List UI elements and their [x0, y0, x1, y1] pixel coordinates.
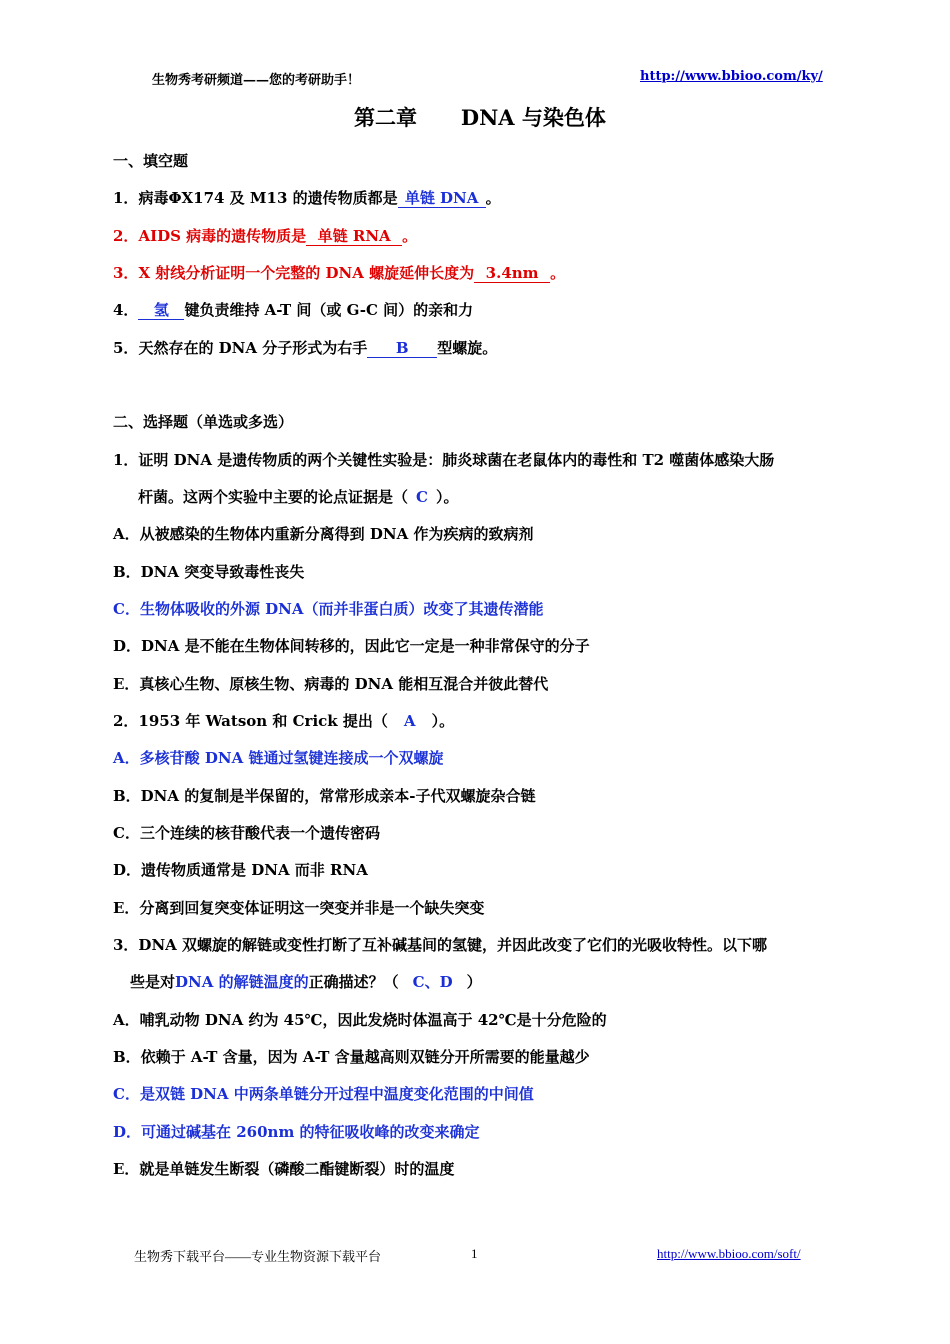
choice-question-1-line2 — [138, 486, 458, 507]
fill-question-4 — [113, 299, 473, 320]
question-number: 3． — [113, 264, 139, 282]
q2-option-e: E．分离到回复突变体证明这一突变并非是一个缺失突变 — [113, 899, 485, 917]
choice-question-3-line2 — [130, 971, 482, 992]
question-number: 2． — [113, 227, 139, 245]
fill-question-5 — [113, 337, 497, 358]
question-text: X 射线分析证明一个完整的 DNA 螺旋延伸长度为 — [138, 264, 475, 282]
question-text-end: 型螺旋。 — [437, 339, 498, 357]
question-text: 2．1953 年 Watson 和 Crick 提出（ — [113, 712, 388, 730]
q1-option-a: A．从被感染的生物体内重新分离得到 DNA 作为疾病的致病剂 — [113, 525, 534, 543]
question-text: 天然存在的 DNA 分子形式为右手 — [138, 339, 368, 357]
q1-option-e: E．真核心生物、原核生物、病毒的 DNA 能相互混合并彼此替代 — [113, 675, 549, 693]
q2-option-d: D．遗传物质通常是 DNA 而非 RNA — [113, 861, 368, 879]
q3-option-c: C．是双链 DNA 中两条单链分开过程中温度变化范围的中间值 — [113, 1085, 534, 1103]
question-text-end: 。 — [485, 189, 501, 207]
answer-blank: 单链 RNA — [306, 228, 402, 246]
section-heading-fill: 一、填空题 — [113, 152, 189, 170]
footer-link[interactable]: http://www.bbioo.com/soft/ — [657, 1246, 801, 1261]
question-number: 5． — [113, 339, 139, 357]
q3-option-b: B．依赖于 A-T 含量，因为 A-T 含量越高则双链分开所需要的能量越少 — [113, 1048, 590, 1066]
q3-option-a: A．哺乳动物 DNA 约为 45℃，因此发烧时体温高于 42℃是十分危险的 — [113, 1011, 607, 1029]
question-text: 病毒ΦX174 及 M13 的遗传物质都是 — [138, 189, 398, 207]
question-text-end: ）。 — [431, 712, 455, 730]
question-text: 杆菌。这两个实验中主要的论点证据是（ — [138, 488, 409, 506]
choice-question-1-line1: 1．证明 DNA 是遗传物质的两个关键性实验是：肺炎球菌在老鼠体内的毒性和 T2 噬菌体感染大肠 — [113, 451, 775, 469]
q1-option-d: D．DNA 是不能在生物体间转移的，因此它一定是一种非常保守的分子 — [113, 637, 590, 655]
q2-option-a: A．多核苷酸 DNA 链通过氢键连接成一个双螺旋 — [113, 749, 444, 767]
footer-left-text: 生物秀下载平台——专业生物资源下载平台 — [134, 1249, 382, 1264]
question-text-end: 。 — [550, 264, 566, 282]
page-number: 1 — [471, 1246, 478, 1261]
section-heading-choice: 二、选择题（单选或多选） — [113, 413, 294, 431]
q3-option-d: D．可通过碱基在 260nm 的特征吸收峰的改变来确定 — [113, 1123, 480, 1141]
answer-blank: 3.4nm — [474, 265, 550, 283]
question-number: 1． — [113, 189, 139, 207]
answer-text: C — [416, 488, 428, 506]
choice-question-2 — [113, 710, 454, 731]
answer-blank: 氢 — [138, 302, 184, 320]
question-text-mid: 正确描述？（ — [308, 973, 399, 991]
question-text: 些是对 — [130, 973, 176, 991]
answer-blank: B — [367, 340, 437, 358]
question-text: 键负责维持 A-T 间（或 G-C 间）的亲和力 — [184, 301, 474, 319]
question-text-highlight: DNA 的解链温度的 — [175, 973, 309, 991]
q1-option-c: C．生物体吸收的外源 DNA（而并非蛋白质）改变了其遗传潜能 — [113, 600, 544, 618]
header-link[interactable]: http://www.bbioo.com/ky/ — [640, 69, 823, 84]
fill-question-2 — [113, 225, 417, 246]
question-text-end: ） — [466, 973, 482, 991]
fill-question-1 — [113, 187, 501, 208]
question-text-end: ）。 — [435, 488, 459, 506]
answer-text: C、D — [412, 973, 453, 991]
question-text-end: 。 — [402, 227, 418, 245]
q2-option-c: C．三个连续的核苷酸代表一个遗传密码 — [113, 824, 380, 842]
q2-option-b: B．DNA 的复制是半保留的，常常形成亲本-子代双螺旋杂合链 — [113, 787, 536, 805]
page-title: 第二章 DNA 与染色体 — [354, 105, 606, 130]
q3-option-e: E．就是单链发生断裂（磷酸二酯键断裂）时的温度 — [113, 1160, 455, 1178]
answer-text: A — [403, 712, 416, 730]
fill-question-3 — [113, 262, 565, 283]
answer-blank: 单链 DNA — [398, 190, 486, 208]
question-number: 4． — [113, 301, 139, 319]
question-text: AIDS 病毒的遗传物质是 — [138, 227, 307, 245]
choice-question-3-line1: 3．DNA 双螺旋的解链或变性打断了互补碱基间的氢键，并因此改变了它们的光吸收特性。以下哪 — [113, 936, 768, 954]
header-left-text: 生物秀考研频道——您的考研助手！ — [152, 73, 361, 88]
q1-option-b: B．DNA 突变导致毒性丧失 — [113, 563, 305, 581]
